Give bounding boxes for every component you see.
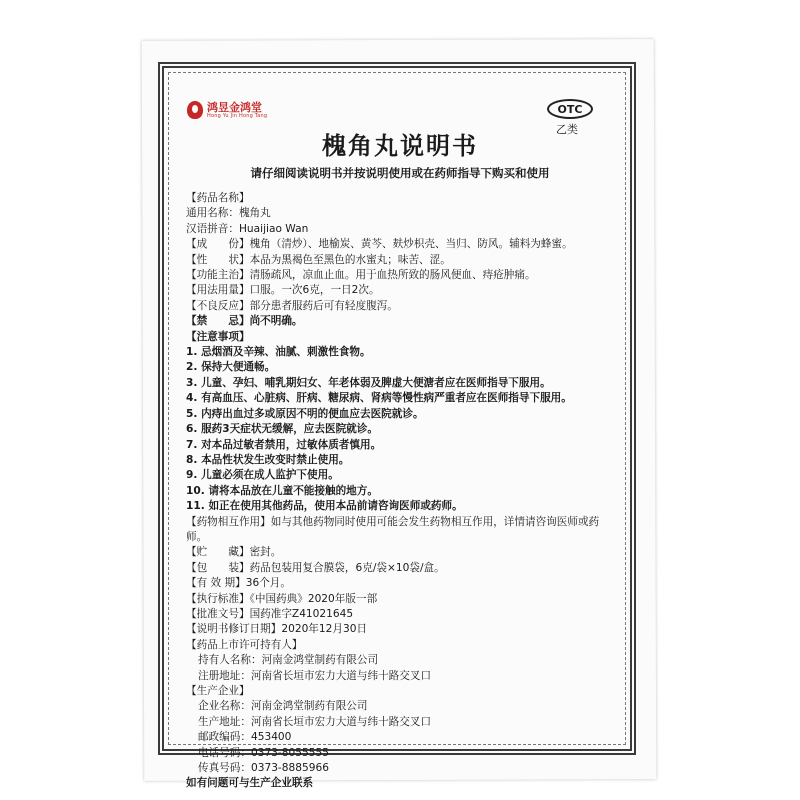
mah-holder-value: 河南金鸿堂制药有限公司: [261, 654, 379, 667]
otc-class: 乙类: [556, 123, 578, 136]
pinyin-row: [186, 222, 616, 237]
precaution-item: 7. 对本品过敏者禁用，过敏体质者慎用。: [186, 438, 382, 451]
adverse-label: 【不良反应】: [186, 299, 250, 312]
generic-name-row: [186, 206, 616, 221]
generic-name-value: 槐角丸: [238, 207, 271, 220]
manufacturer-address-value: 河南省长垣市宏力大道与纬十路交叉口: [250, 715, 432, 728]
standard-value: 《中国药典》2020年版一部: [249, 592, 378, 605]
appearance-label: 【性 状】: [186, 253, 250, 266]
mah-address-value: 河南省长垣市宏力大道与纬十路交叉口: [250, 669, 432, 682]
appearance-row: [186, 253, 616, 268]
validity-value: 36个月。: [245, 577, 291, 590]
validity-label: 【有 效 期】: [186, 577, 246, 590]
otc-badge: OTC: [547, 99, 593, 119]
drug-name-header: 【药品名称】: [186, 192, 250, 204]
indications-row: [186, 268, 616, 283]
pinyin-label: 汉语拼音：: [186, 222, 239, 235]
interactions-value: 如与其他药物同时使用可能会发生药物相互作用，详情请咨询医师或药师。: [186, 515, 600, 543]
brand-logo-icon: [187, 101, 203, 119]
ingredients-value: 槐角（清炒）、地榆炭、黄芩、麸炒枳壳、当归、防风。辅料为蜂蜜。: [249, 238, 573, 251]
storage-value: 密封。: [249, 546, 282, 559]
brand-logo: [187, 101, 267, 119]
postcode-row: [186, 730, 616, 745]
adverse-value: 部分患者服药后可有轻度腹泻。: [249, 299, 398, 312]
revision-value: 2020年12月30日: [281, 623, 368, 636]
mah-address-label: 注册地址：: [198, 669, 251, 682]
approval-value: 国药准字Z41021645: [249, 607, 354, 620]
postcode-value: 453400: [250, 731, 292, 744]
revision-row: [186, 622, 616, 637]
mah-header: 【药品上市许可持有人】: [186, 638, 303, 651]
manufacturer-name-row: [186, 699, 616, 714]
leaflet-content: [186, 191, 616, 792]
postcode-label: 邮政编码：: [198, 731, 251, 744]
precaution-item: 2. 保持大便通畅。: [186, 361, 276, 374]
mah-address-row: [186, 669, 616, 684]
precaution-item: 11. 如正在使用其他药品，使用本品前请咨询医师或药师。: [186, 500, 463, 513]
approval-row: [186, 607, 616, 622]
phone-row: [186, 746, 616, 761]
ingredients-row: [186, 237, 616, 252]
pinyin-value: Huaijiao Wan: [238, 222, 309, 235]
interactions-label: 【药物相互作用】: [186, 515, 271, 528]
document-title: 槐角丸说明书: [322, 132, 478, 160]
interactions-row: [186, 515, 616, 546]
manufacturer-header: 【生产企业】: [186, 685, 250, 697]
appearance-value: 本品为黑褐色至黑色的水蜜丸；味苦、涩。: [249, 253, 451, 266]
manufacturer-name-value: 河南金鸿堂制药有限公司: [250, 700, 368, 713]
package-label: 【包 装】: [186, 561, 250, 574]
adverse-row: [186, 299, 616, 314]
contraindications-label: 【禁 忌】: [186, 315, 250, 328]
storage-row: [186, 545, 616, 560]
fax-value: 0373-8885966: [250, 762, 329, 775]
dosage-row: [186, 283, 616, 298]
mah-holder-row: [186, 653, 616, 668]
fax-row: [186, 761, 616, 776]
precautions-header: 【注意事项】: [186, 330, 250, 343]
manufacturer-address-row: [186, 715, 616, 730]
footer-note: 如有问题可与生产企业联系: [186, 777, 314, 790]
standard-row: [186, 592, 616, 607]
phone-label: 电话号码：: [198, 746, 251, 759]
package-row: [186, 561, 616, 576]
revision-label: 【说明书修订日期】: [186, 623, 282, 636]
document-subtitle: 请仔细阅读说明书并按说明使用或在药师指导下购买和使用: [250, 166, 550, 180]
storage-label: 【贮 藏】: [186, 546, 250, 559]
validity-row: [186, 576, 616, 591]
package-value: 药品包装用复合膜袋，6克/袋×10袋/盒。: [249, 561, 445, 574]
dosage-label: 【用法用量】: [186, 284, 250, 297]
precaution-item: 9. 儿童必须在成人监护下使用。: [186, 469, 339, 482]
brand-name: 鸿昱金鸿堂: [207, 100, 262, 114]
dosage-value: 口服。一次6克，一日2次。: [249, 284, 380, 297]
brand-name-en: Hong Yu Jin Hong Tang: [207, 112, 268, 119]
standard-label: 【执行标准】: [186, 592, 250, 605]
indications-value: 清肠疏风，凉血止血。用于血热所致的肠风便血、痔疮肿痛。: [249, 269, 536, 282]
precaution-item: 5. 内痔出血过多或原因不明的便血应去医院就诊。: [186, 407, 424, 420]
precaution-item: 8. 本品性状发生改变时禁止使用。: [186, 453, 350, 466]
approval-label: 【批准文号】: [186, 607, 250, 620]
fax-label: 传真号码：: [198, 762, 251, 775]
precaution-item: 6. 服药3天症状无缓解，应去医院就诊。: [186, 423, 378, 436]
manufacturer-address-label: 生产地址：: [198, 715, 251, 728]
precaution-item: 10. 请将本品放在儿童不能接触的地方。: [186, 484, 378, 497]
phone-value: 0373-8055555: [250, 746, 329, 759]
mah-holder-label: 持有人名称：: [198, 654, 262, 667]
indications-label: 【功能主治】: [186, 269, 250, 282]
contraindications-row: [186, 314, 616, 329]
precaution-item: 4. 有高血压、心脏病、肝病、糖尿病、肾病等慢性病严重者应在医师指导下服用。: [186, 392, 572, 405]
contraindications-value: 尚不明确。: [249, 315, 303, 328]
precaution-item: 3. 儿童、孕妇、哺乳期妇女、年老体弱及脾虚大便溏者应在医师指导下服用。: [186, 376, 551, 389]
manufacturer-name-label: 企业名称：: [198, 700, 251, 713]
ingredients-label: 【成 份】: [186, 238, 250, 251]
generic-name-label: 通用名称：: [186, 207, 239, 220]
precaution-item: 1. 忌烟酒及辛辣、油腻、刺激性食物。: [186, 346, 371, 359]
